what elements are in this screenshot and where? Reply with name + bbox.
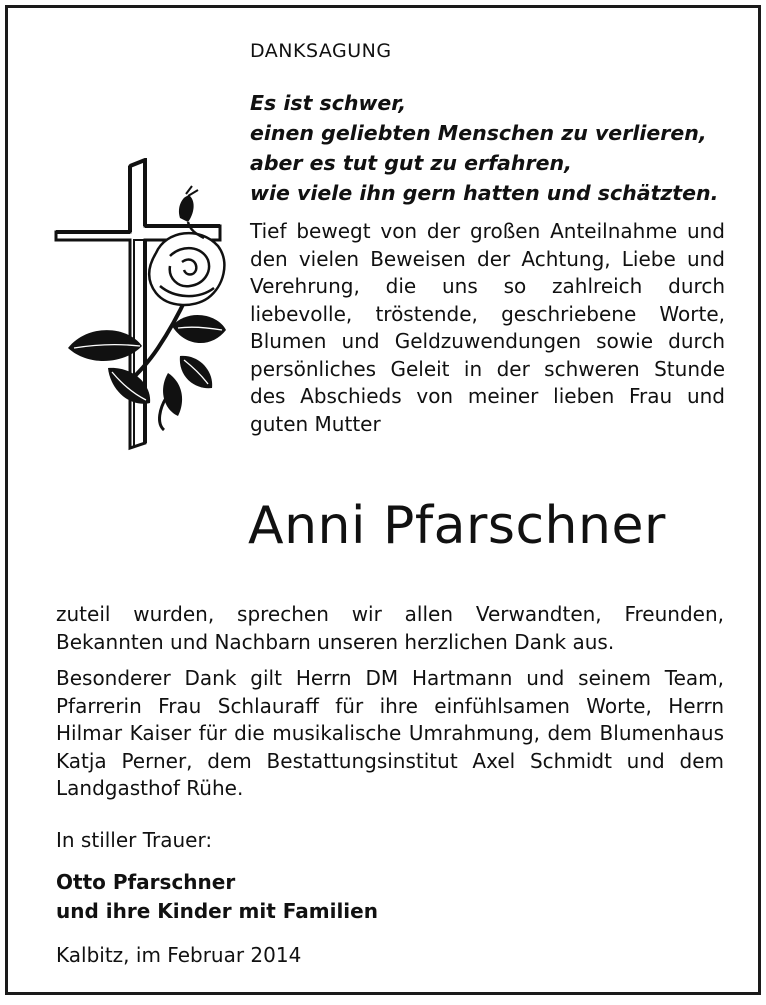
- signer-name: Otto Pfarschner: [56, 870, 236, 894]
- thanks-text: zuteil wurden, sprechen wir allen Verwandten, Freunden, Bekannten und Nachbarn unseren herzlichen Dank aus.: [56, 602, 724, 654]
- poem-line: Es ist schwer,: [250, 91, 407, 115]
- notice-heading: DANKSAGUNG: [250, 40, 392, 62]
- poem: [250, 88, 718, 208]
- special-thanks-text: Besonderer Dank gilt Herrn DM Hartmann und seinem Team, Pfarrerin Frau Schlauraff für ihre einfühlsamen Worte, Herrn Hilmar Kaiser für die musikalische Umrahmung, dem Blumenhaus Katja Perner, dem Bestattungsinstitut Axel Schmidt und dem Landgasthof Rühe.: [56, 666, 724, 800]
- deceased-name: Anni Pfarschner: [248, 496, 666, 556]
- place-date: Kalbitz, im Februar 2014: [56, 943, 302, 967]
- poem-line: wie viele ihn gern hatten und schätzten.: [250, 181, 719, 205]
- obituary-notice: [5, 5, 761, 995]
- poem-line: einen geliebten Menschen zu verlieren,: [250, 121, 707, 145]
- signers: [56, 868, 378, 926]
- cross-with-rose-icon: [48, 158, 238, 453]
- poem-line: aber es tut gut zu erfahren,: [250, 151, 572, 175]
- rose-bloom: [149, 233, 224, 305]
- mourning-label: In stiller Trauer:: [56, 828, 213, 852]
- signer-name: und ihre Kinder mit Familien: [56, 899, 378, 923]
- intro-text: Tief bewegt von der großen Anteilnahme und den vielen Beweisen der Achtung, Liebe und Verehrung, die uns so zahlreich durch liebevolle, tröstende, geschriebene Worte, Blumen und Geldzuwendungen sowie durch persönliches Geleit in der schweren Stunde des Abschieds von meiner lieben Frau und guten Mutter: [250, 219, 725, 436]
